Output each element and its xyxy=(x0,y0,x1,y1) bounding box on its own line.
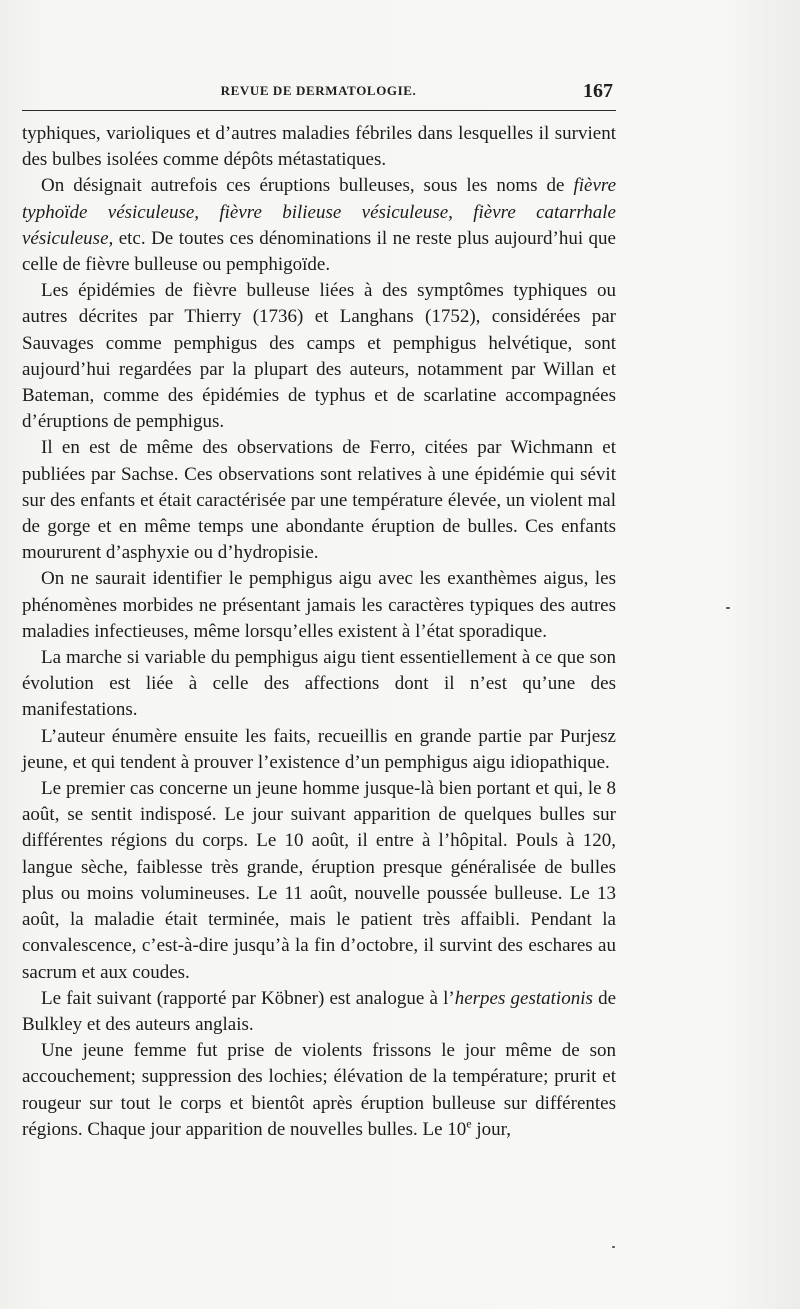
print-speck xyxy=(612,1246,615,1248)
paragraph xyxy=(22,645,616,724)
paragraph-text: On désignait autrefois ces éruptions bulleuses, sous les noms de xyxy=(41,175,574,197)
paragraph-text: Il en est de même des observations de Ferro, citées par Wichmann et publiées par Sachse. Ces observations sont relatives à une épidémie qui sévit sur des enfants et était caractérisée par une température élevée, un violent mal de gorge et en même temps une abondante éruption de bulles. Ces enfants moururent d’asphyxie ou d’hydropisie. xyxy=(22,437,616,564)
paragraph xyxy=(22,1038,616,1143)
italic-text: fièvre typhoïde vésiculeuse, fièvre bilieuse vésiculeuse, fièvre catarrhale vésiculeuse, xyxy=(22,175,616,249)
paragraph-text: Le fait suivant (rapporté par Köbner) est analogue à l’ xyxy=(41,987,455,1009)
paragraph-text: typhiques, varioliques et d’autres maladies fébriles dans lesquelles il survient des bulbes isolées comme dépôts métastatiques. xyxy=(22,123,616,171)
page-number: 167 xyxy=(583,80,613,102)
paragraph xyxy=(22,435,616,566)
paragraph-text: jour, xyxy=(471,1118,511,1140)
paragraph-text: Le premier cas concerne un jeune homme jusque-là bien portant et qui, le 8 août, se sentit indisposé. Le jour suivant apparition de quelques bulles sur différentes régions du corps. Le 10 août, il entre à l’hôpital. Pouls à 120, langue sèche, faiblesse très grande, éruption presque généralisée de bulles plus ou moins volumineuses. Le 11 août, nouvelle poussée bulleuse. Le 13 août, la maladie était terminée, mais le patient très affaibli. Pendant la convalescence, c’est-à-dire jusqu’à la fin d’octobre, il survint des eschares au sacrum et aux coudes. xyxy=(22,778,616,983)
paragraph-text: L’auteur énumère ensuite les faits, recueillis en grande partie par Purjesz jeune, et qui tendent à prouver l’existence d’un pemphigus aigu idiopathique. xyxy=(22,725,616,773)
paragraph-text: Une jeune femme fut prise de violents frissons le jour même de son accouchement; suppression des lochies; élévation de la température; prurit et rougeur sur tout le corps et bientôt après éruption bulleuse sur différentes régions. Chaque jour apparition de nouvelles bulles. Le 10 xyxy=(22,1040,616,1140)
print-speck xyxy=(726,607,730,609)
paragraph xyxy=(22,986,616,1038)
paragraph-text: On ne saurait identifier le pemphigus aigu avec les exanthèmes aigus, les phénomènes morbides ne présentant jamais les caractères typiques des autres maladies infectieuses, même lorsqu’elles existent à l’état sporadique. xyxy=(22,568,616,642)
superscript-text: e xyxy=(466,1116,472,1131)
paragraph xyxy=(22,724,616,776)
page-header xyxy=(22,80,615,102)
header-rule xyxy=(22,110,616,111)
paragraph-text: de Bulkley et des auteurs anglais. xyxy=(22,987,616,1035)
paragraph xyxy=(22,278,616,435)
italic-text: herpes gestationis xyxy=(454,987,593,1009)
paragraph xyxy=(22,776,616,986)
paragraph-text: etc. De toutes ces dénominations il ne reste plus aujourd’hui que celle de fièvre bulleuse ou pemphigoïde. xyxy=(22,227,616,276)
paragraph xyxy=(22,566,616,645)
paragraph xyxy=(22,173,616,278)
body-text xyxy=(22,121,616,1143)
paragraph-text: La marche si variable du pemphigus aigu tient essentiellement à ce que son évolution est liée à celle des affections dont il n’est qu’une des manifestations. xyxy=(22,647,616,721)
paragraph xyxy=(22,121,616,173)
running-head: REVUE DE DERMATOLOGIE. xyxy=(220,83,417,98)
paragraph-text: Les épidémies de fièvre bulleuse liées à des symptômes typhiques ou autres décrites par Thierry (1736) et Langhans (1752), considérées par Sauvages comme pemphigus des camps et pemphigus helvétique, sont aujourd’hui regardées par la plupart des auteurs, notamment par Willan et Bateman, comme des épidémies de typhus et de scarlatine accompagnées d’éruptions de pemphigus. xyxy=(22,280,616,433)
